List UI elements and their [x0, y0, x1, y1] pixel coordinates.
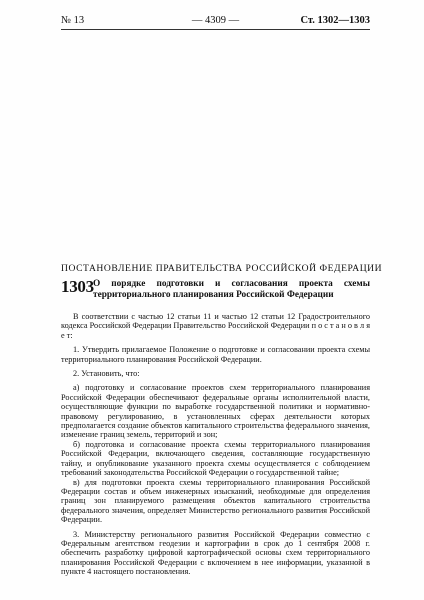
decree-number: 1303 — [61, 277, 94, 296]
page-number: — 4309 — — [191, 15, 240, 26]
header-divider — [61, 29, 370, 30]
issue-number: № 13 — [61, 15, 85, 26]
clause-1: 1. Утвердить прилагаемое Положение о подготовке и согласовании проекта схемы территориального планирования Российской Федерации. — [61, 345, 370, 364]
clause-2a: а) подготовку и согласование проектов схем территориального планирования Российской Федерации обеспечивают федеральные органы исполнительной власти, осуществляющие функции по выработке государственной политики и нормативно-правовому регулированию, в установленных сферах деятельности которых предполагается создание объектов капитального строительства федерального значения, изменение границ земель, территорий и зон; — [61, 383, 370, 440]
clause-2c: в) для подготовки проекта схемы территориального планирования Российской Федерации состав и объем инженерных изысканий, необходимые для определения границ зон планируемого размещения объектов капитального строительства федерального значения, определяет Министерство регионального развития Российской Федерации. — [61, 477, 370, 525]
decree-body — [61, 312, 370, 582]
article-range: Ст. 1302—1303 — [300, 15, 370, 26]
clause-2b: б) подготовка и согласование проекта схемы территориального планирования Российской Федерации, включающего сведения, составляющие государственную тайну, и опубликование указанного проекта схемы осуществляется с соблюдением требований законодательства Российской Федерации о государственной тайне; — [61, 439, 370, 478]
decree-title: О порядке подготовки и согласования проекта схемы территориального планирования Российской Федерации — [93, 279, 370, 300]
clause-2: 2. Установить, что: — [73, 369, 140, 379]
running-header — [61, 14, 370, 28]
clause-3: 3. Министерству регионального развития Российской Федерации совместно с Федеральным агентством геодезии и картографии в срок до 1 сентября 2008 г. обеспечить разработку цифровой картографической основы схем территориального планирования Российской Федерации с включением в нее информации, указанной в пункте 4 настоящего постановления. — [61, 529, 370, 577]
government-decree-heading: ПОСТАНОВЛЕНИЕ ПРАВИТЕЛЬСТВА РОССИЙСКОЙ ФЕДЕРАЦИИ — [61, 263, 383, 274]
preamble-paragraph: В соответствии с частью 12 статьи 11 и частью 12 статьи 12 Градостроительного кодекса Российской Федерации Правительство Российской Федерации п о с т а н о в л я е т: — [61, 312, 370, 340]
